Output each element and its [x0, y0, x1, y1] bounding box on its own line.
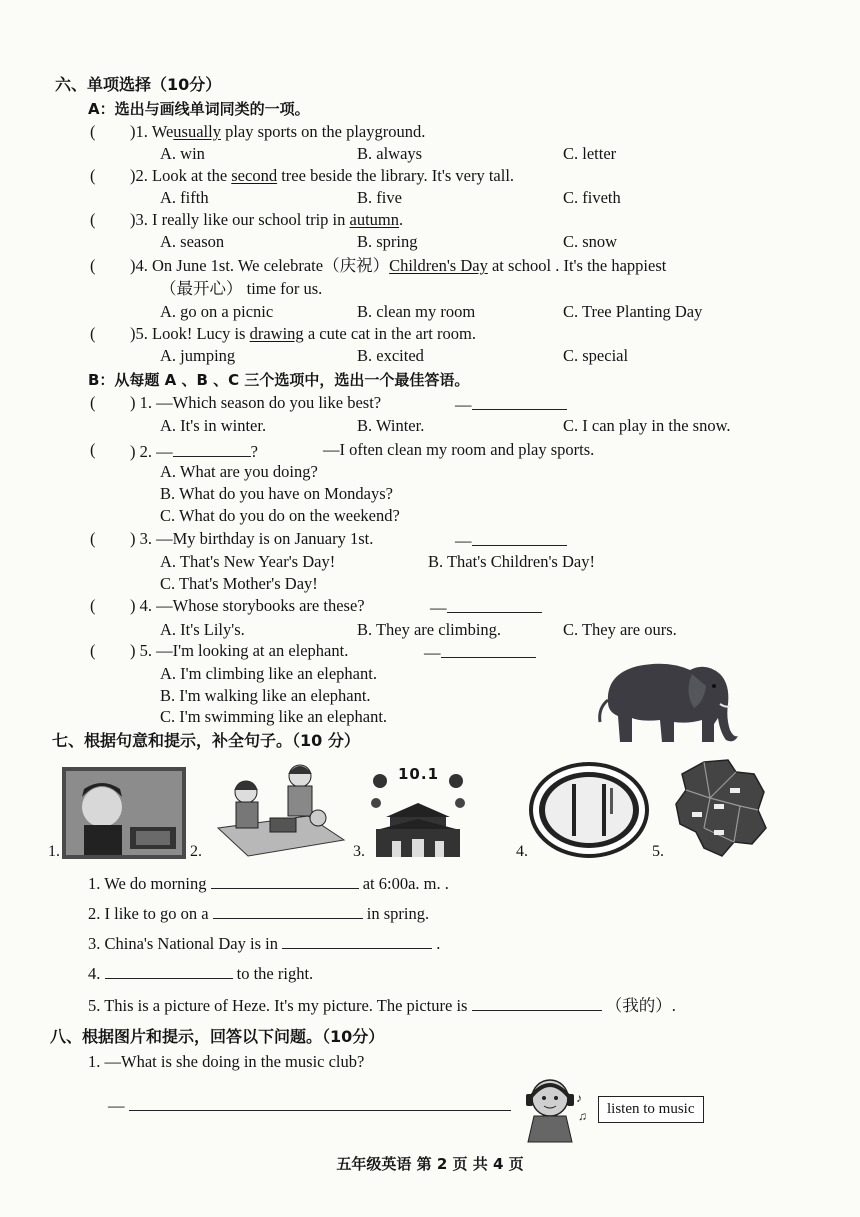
section8-heading: 八、根据图片和提示，回答以下问题。（10分）: [50, 1027, 385, 1046]
picture-number-5: 5.: [652, 843, 664, 860]
question-text-rest: .: [399, 210, 404, 229]
question-text: ) 5. —I'm looking at an elephant.: [130, 641, 349, 660]
question-text-rest: tree beside the library. It's very tall.: [281, 166, 515, 185]
answer-paren[interactable]: (: [90, 256, 96, 275]
answer-paren[interactable]: (: [90, 529, 96, 548]
question-reply: —I often clean my room and play sports.: [323, 440, 595, 459]
option-b[interactable]: B. I'm walking like an elephant.: [160, 686, 371, 705]
picture-number-3: 3.: [353, 843, 365, 860]
option-c[interactable]: C. Tree Planting Day: [563, 302, 703, 321]
sentence-3-end: .: [436, 934, 441, 953]
hint-box-listen-to-music: listen to music: [598, 1096, 704, 1123]
response-dash: —: [455, 395, 472, 414]
answer-blank[interactable]: [472, 393, 567, 410]
girl-with-headphones-picture: [520, 1072, 590, 1144]
sentence-3: [88, 932, 440, 954]
option-b[interactable]: B. What do you have on Mondays?: [160, 484, 393, 503]
question-text: ) 3. —My birthday is on January 1st.: [130, 529, 374, 548]
answer-blank[interactable]: [441, 641, 536, 658]
picnic-picture: [208, 758, 346, 858]
picture-number-2: 2.: [190, 843, 202, 860]
sentence-1: [88, 872, 449, 894]
section8-question-1: 1. —What is she doing in the music club?: [88, 1052, 365, 1071]
elephant-picture: [588, 652, 740, 748]
response-dash: —: [430, 598, 447, 617]
answer-blank[interactable]: [447, 596, 542, 613]
answer-paren[interactable]: (: [90, 440, 96, 459]
option-b[interactable]: B. spring: [357, 232, 418, 251]
question-text-rest: at school . It's the happiest: [491, 256, 667, 275]
option-a[interactable]: A. It's in winter.: [160, 416, 267, 435]
section6-heading: 六、单项选择（10分）: [55, 75, 222, 94]
question-text: ) 4. —Whose storybooks are these?: [130, 596, 365, 615]
option-a[interactable]: A. It's Lily's.: [160, 620, 245, 639]
option-a[interactable]: A. win: [160, 144, 205, 163]
answer-paren[interactable]: (: [90, 596, 96, 615]
svg-text:♪: ♪: [576, 1091, 582, 1105]
option-c[interactable]: C. fiveth: [563, 188, 621, 207]
option-c[interactable]: C. I'm swimming like an elephant.: [160, 707, 388, 726]
national-day-badge: 10.1: [398, 765, 440, 783]
sentence-5-start: 5. This is a picture of Heze. It's my picture. The picture is: [88, 996, 468, 1015]
question-text: ) 1. —Which season do you like best?: [130, 393, 382, 412]
section6-part-a-instruction: A：选出与画线单词同类的一项。: [88, 100, 310, 118]
answer-paren[interactable]: (: [90, 393, 96, 412]
sentence-5-blank[interactable]: [472, 994, 602, 1011]
question-text: )5. Look! Lucy is: [130, 324, 246, 343]
underlined-word: usually: [173, 122, 221, 141]
keep-right-sign-picture: [528, 762, 650, 858]
response-dash: —: [108, 1096, 125, 1115]
underlined-word: Children's Day: [389, 256, 488, 275]
page-footer: 五年级英语 第 2 页 共 4 页: [336, 1155, 524, 1173]
option-c[interactable]: C. What do you do on the weekend?: [160, 506, 400, 525]
option-b[interactable]: B. clean my room: [357, 302, 476, 321]
section8-answer-blank[interactable]: [129, 1094, 511, 1111]
underlined-word: autumn: [349, 210, 399, 229]
sentence-2-blank[interactable]: [213, 902, 363, 919]
option-a[interactable]: A. go on a picnic: [160, 302, 274, 321]
question-text: )3. I really like our school trip in: [130, 210, 346, 229]
answer-blank[interactable]: [472, 529, 567, 546]
option-c[interactable]: C. I can play in the snow.: [563, 416, 731, 435]
option-a[interactable]: A. I'm climbing like an elephant.: [160, 664, 377, 683]
option-b[interactable]: B. five: [357, 188, 402, 207]
response-dash: —: [455, 531, 472, 550]
question-text: )4. On June 1st. We celebrate（庆祝）: [130, 256, 390, 275]
svg-text:♫: ♫: [578, 1109, 587, 1123]
sentence-3-blank[interactable]: [282, 932, 432, 949]
question-text-rest: play sports on the playground.: [225, 122, 426, 141]
option-c[interactable]: C. They are ours.: [563, 620, 677, 639]
sentence-4-end: to the right.: [236, 964, 314, 983]
underlined-word: second: [231, 166, 278, 185]
sentence-4: [88, 962, 313, 984]
option-a[interactable]: A. jumping: [160, 346, 236, 365]
option-b[interactable]: B. That's Children's Day!: [428, 552, 595, 571]
section8-answer-line: [108, 1094, 511, 1116]
option-c[interactable]: C. snow: [563, 232, 618, 251]
option-a[interactable]: A. What are you doing?: [160, 462, 318, 481]
question-text-rest: a cute cat in the art room.: [307, 324, 476, 343]
sentence-2: [88, 902, 429, 924]
picture-number-4: 4.: [516, 843, 528, 860]
picture-number-1: 1.: [48, 843, 60, 860]
national-day-picture: [368, 763, 468, 859]
question-text: )1. We: [130, 122, 174, 141]
question-continuation: （最开心） time for us.: [160, 279, 323, 298]
section6-part-b-instruction: B：从每题 A 、B 、C 三个选项中，选出一个最佳答语。: [88, 371, 470, 389]
heze-map-picture: [674, 758, 768, 858]
option-a[interactable]: A. season: [160, 232, 225, 251]
option-b[interactable]: B. excited: [357, 346, 424, 365]
answer-paren[interactable]: (: [90, 166, 96, 185]
question-mark: ?: [250, 442, 258, 461]
sentence-2-end: in spring.: [366, 904, 430, 923]
sentence-4-blank[interactable]: [105, 962, 233, 979]
sentence-1-end: at 6:00a. m. .: [362, 874, 449, 893]
sentence-3-start: 3. China's National Day is in: [88, 934, 278, 953]
sentence-1-start: 1. We do morning: [88, 874, 207, 893]
sentence-4-start: 4.: [88, 964, 101, 983]
answer-paren[interactable]: (: [90, 324, 96, 343]
response-dash: —: [424, 643, 441, 662]
option-b[interactable]: B. They are climbing.: [357, 620, 502, 639]
option-a[interactable]: A. fifth: [160, 188, 209, 207]
question-text: )2. Look at the: [130, 166, 228, 185]
answer-paren[interactable]: (: [90, 122, 96, 141]
option-b[interactable]: B. always: [357, 144, 423, 163]
sentence-2-start: 2. I like to go on a: [88, 904, 209, 923]
answer-paren[interactable]: (: [90, 210, 96, 229]
option-c[interactable]: C. That's Mother's Day!: [160, 574, 318, 593]
morning-exercise-picture: [62, 767, 186, 859]
answer-blank[interactable]: [173, 440, 251, 457]
sentence-5: [88, 994, 676, 1016]
answer-paren[interactable]: (: [90, 641, 96, 660]
section7-heading: 七、根据句意和提示，补全句子。（10 分）: [52, 731, 360, 750]
option-a[interactable]: A. That's New Year's Day!: [160, 552, 336, 571]
question-prefix: ) 2. —: [130, 442, 173, 461]
option-c[interactable]: C. letter: [563, 144, 617, 163]
sentence-5-end: （我的）.: [605, 996, 676, 1015]
option-b[interactable]: B. Winter.: [357, 416, 425, 435]
sentence-1-blank[interactable]: [211, 872, 359, 889]
underlined-word: drawing: [249, 324, 304, 343]
option-c[interactable]: C. special: [563, 346, 629, 365]
